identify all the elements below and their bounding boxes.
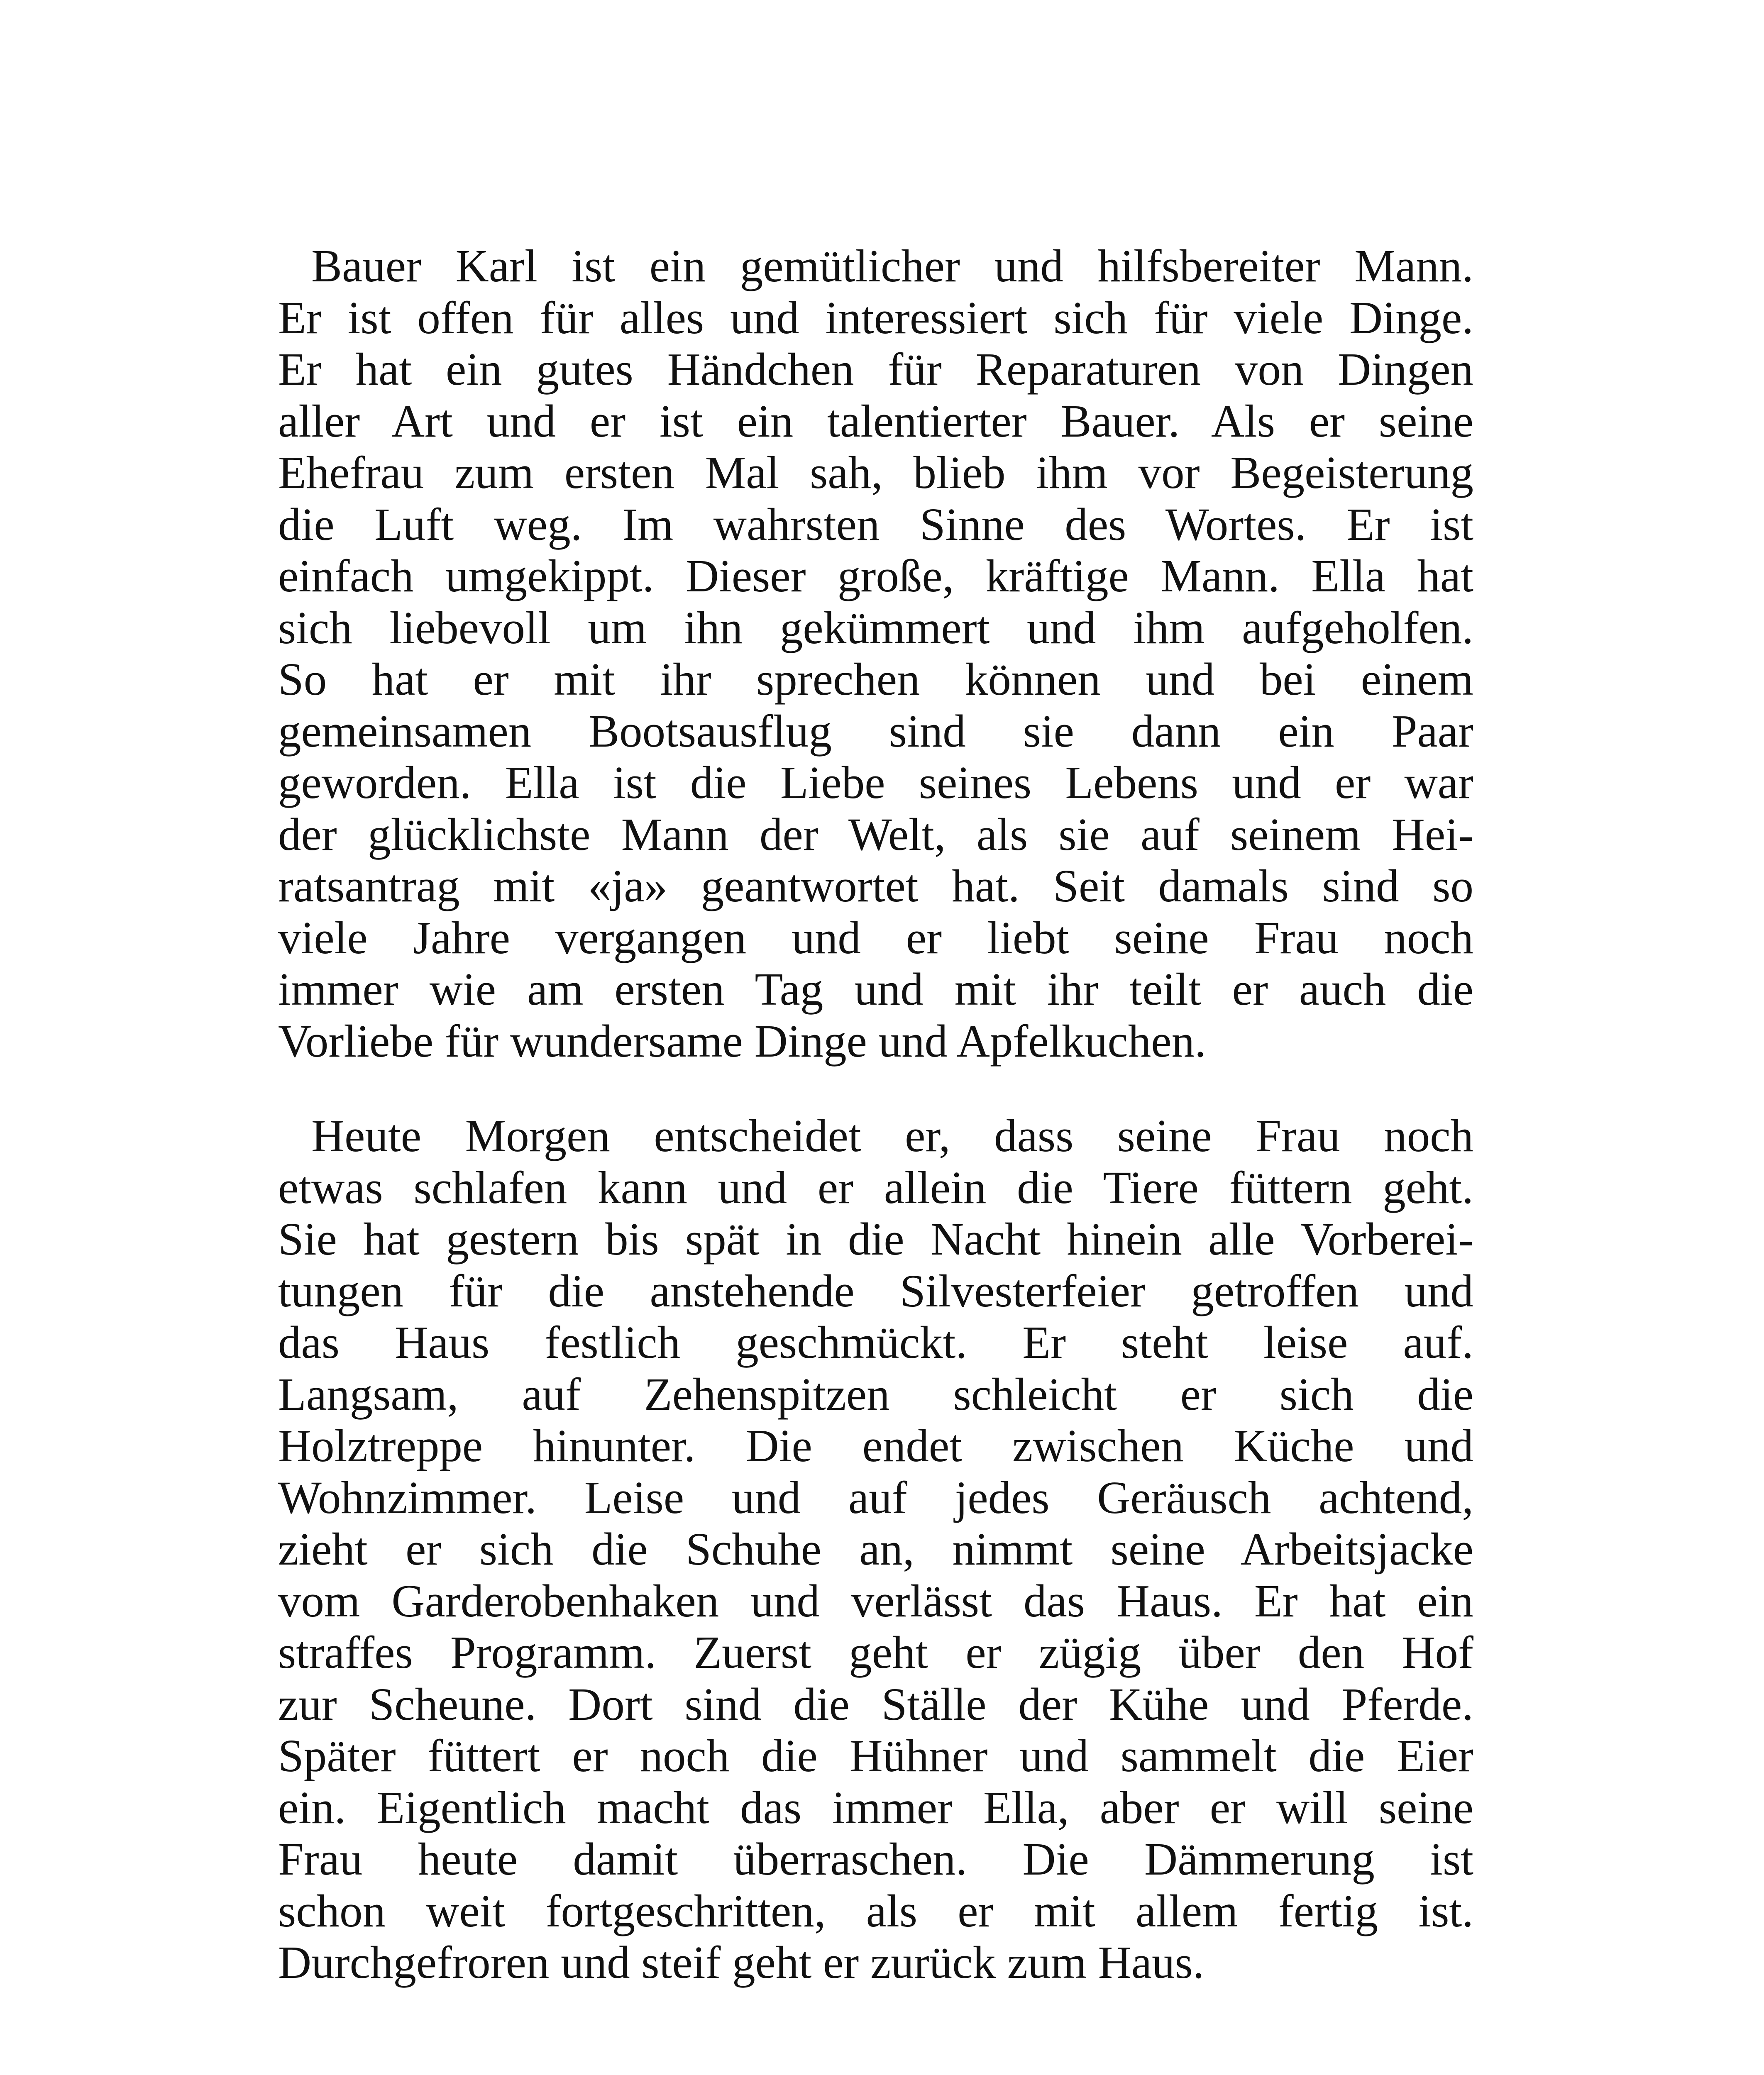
text-line: Langsam, auf Zehenspitzen schleicht er sich die [278, 1369, 1473, 1420]
text-line: Ehefrau zum ersten Mal sah, blieb ihm vor Begeisterung [278, 447, 1473, 498]
text-line: So hat er mit ihr sprechen können und bei einem [278, 654, 1473, 705]
text-line: Vorliebe für wundersame Dinge und Apfelkuchen. [278, 1016, 1206, 1067]
text-line: sich liebevoll um ihn gekümmert und ihm aufgeholfen. [278, 602, 1473, 654]
text-line: Holztreppe hinunter. Die endet zwischen Küche und [278, 1421, 1473, 1472]
text-line: viele Jahre vergangen und er liebt seine Frau noch [278, 912, 1473, 964]
text-line: die Luft weg. Im wahrsten Sinne des Wortes. Er ist [278, 499, 1473, 550]
text-line: vom Garderobenhaken und verlässt das Haus. Er hat ein [278, 1575, 1473, 1627]
text-line: aller Art und er ist ein talentierter Bauer. Als er seine [278, 395, 1473, 447]
text-line: Sie hat gestern bis spät in die Nacht hinein alle Vorberei- [278, 1214, 1473, 1265]
text-line: Heute Morgen entscheidet er, dass seine Frau noch [311, 1111, 1473, 1162]
text-line: Frau heute damit überraschen. Die Dämmerung ist [278, 1834, 1473, 1885]
text-line: zieht er sich die Schuhe an, nimmt seine Arbeitsjacke [278, 1524, 1473, 1575]
text-line: ein. Eigentlich macht das immer Ella, aber er will seine [278, 1782, 1473, 1833]
text-line: Wohnzimmer. Leise und auf jedes Geräusch achtend, [278, 1472, 1473, 1523]
paragraph-1 [245, 241, 1473, 1067]
text-line: geworden. Ella ist die Liebe seines Lebens und er war [278, 757, 1473, 808]
text-line: einfach umgekippt. Dieser große, kräftige Mann. Ella hat [278, 551, 1473, 602]
paragraph-2 [245, 1111, 1473, 1989]
text-line: immer wie am ersten Tag und mit ihr teilt er auch die [278, 964, 1473, 1015]
text-line: zur Scheune. Dort sind die Ställe der Kühe und Pferde. [278, 1679, 1473, 1730]
text-line: Er hat ein gutes Händchen für Reparaturen von Dingen [278, 344, 1473, 395]
body-text [245, 241, 1473, 1989]
text-line: der glücklichste Mann der Welt, als sie auf seinem Hei- [278, 809, 1473, 860]
text-line: das Haus festlich geschmückt. Er steht leise auf. [278, 1317, 1473, 1368]
text-line: straffes Programm. Zuerst geht er zügig über den Hof [278, 1627, 1473, 1678]
text-line: gemeinsamen Bootsausflug sind sie dann ein Paar [278, 706, 1473, 757]
text-line: Später füttert er noch die Hühner und sammelt die Eier [278, 1731, 1473, 1782]
text-line: etwas schlafen kann und er allein die Tiere füttern geht. [278, 1162, 1473, 1213]
text-line: Er ist offen für alles und interessiert sich für viele Dinge. [278, 292, 1473, 344]
text-line: ratsantrag mit «ja» geantwortet hat. Seit damals sind so [278, 861, 1473, 912]
text-line: tungen für die anstehende Silvesterfeier getroffen und [278, 1265, 1473, 1317]
text-line: Bauer Karl ist ein gemütlicher und hilfsbereiter Mann. [311, 241, 1473, 292]
text-line: schon weit fortgeschritten, als er mit allem fertig ist. [278, 1885, 1473, 1937]
text-line: Durchgefroren und steif geht er zurück zum Haus. [278, 1937, 1205, 1988]
